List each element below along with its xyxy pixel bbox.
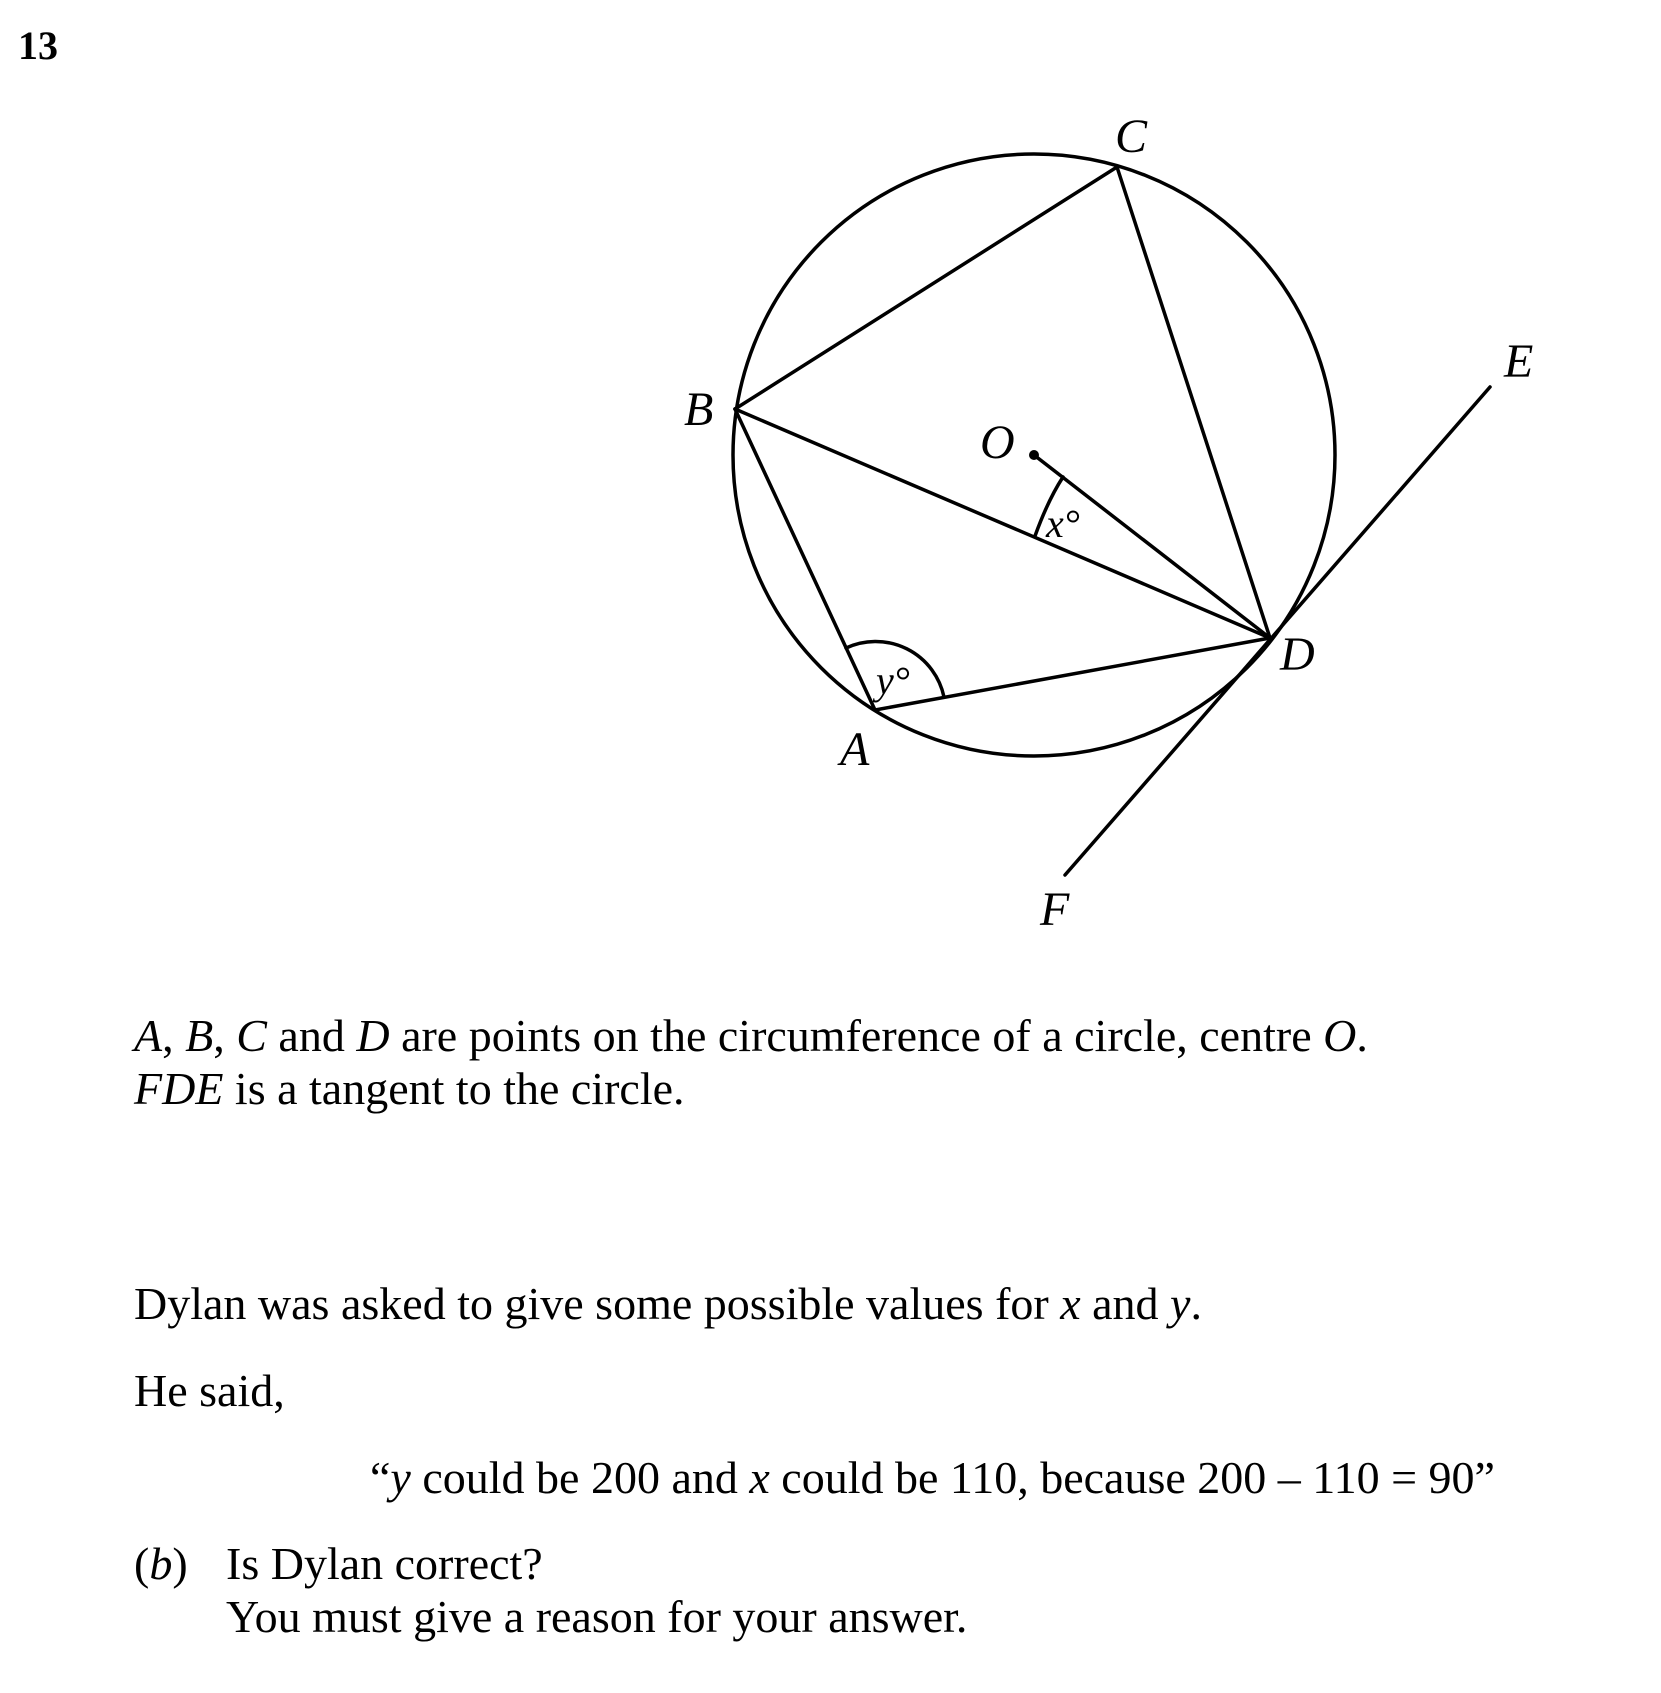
premise-line-1: A, B, C and D are points on the circumference of a circle, centre O. bbox=[134, 1010, 1368, 1061]
label-d: D bbox=[1280, 628, 1315, 681]
label-o: O bbox=[980, 416, 1015, 469]
part-b-label: (b) bbox=[134, 1538, 188, 1589]
said-text: He said, bbox=[134, 1365, 285, 1416]
chord-cd bbox=[1117, 167, 1270, 638]
label-a: A bbox=[840, 723, 870, 776]
chord-ba bbox=[735, 409, 875, 710]
centre-dot bbox=[1029, 450, 1039, 460]
label-e: E bbox=[1504, 335, 1534, 388]
label-c: C bbox=[1115, 110, 1148, 163]
part-b-question: (b) Is Dylan correct? bbox=[134, 1538, 543, 1589]
part-b-instruction: You must give a reason for your answer. bbox=[226, 1590, 968, 1642]
premise-text bbox=[134, 1010, 1368, 1116]
premise-line-2: FDE is a tangent to the circle. bbox=[134, 1062, 685, 1114]
angle-x-label: x° bbox=[1046, 501, 1080, 546]
angle-y-label: y° bbox=[876, 658, 910, 703]
chord-bc bbox=[735, 167, 1117, 409]
label-b: B bbox=[684, 383, 714, 436]
question-number: 13 bbox=[18, 23, 58, 68]
part-b bbox=[134, 1538, 967, 1644]
dylan-quote: “y could be 200 and x could be 110, because 200 – 110 = 90” bbox=[370, 1452, 1495, 1503]
ask-text: Dylan was asked to give some possible values for x and y. bbox=[134, 1278, 1202, 1329]
tangent-fde bbox=[1065, 387, 1490, 875]
radius-od bbox=[1034, 455, 1270, 638]
label-f: F bbox=[1040, 883, 1070, 936]
